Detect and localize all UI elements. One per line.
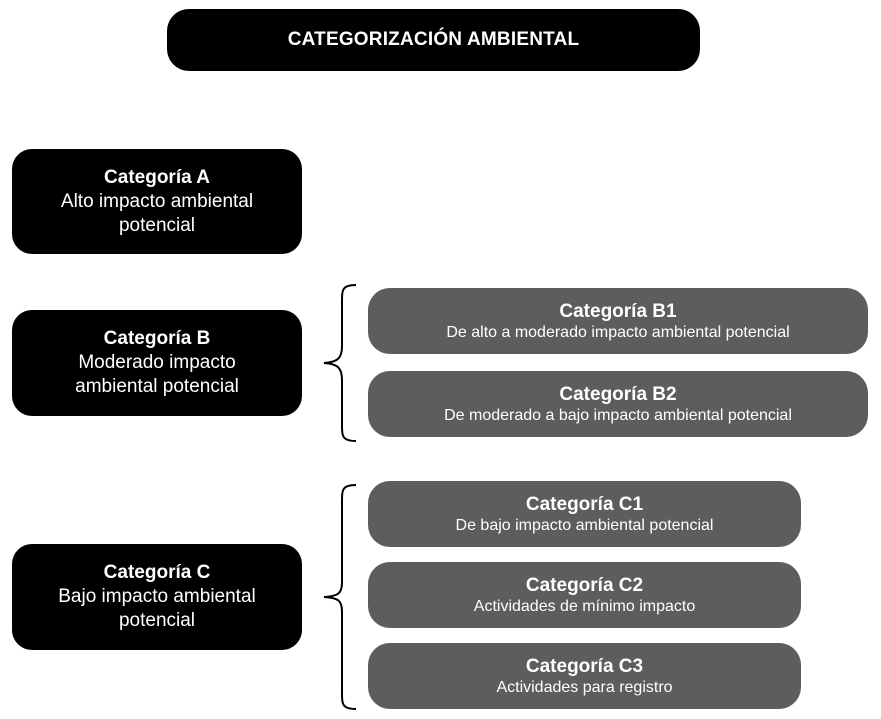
category-c1-name: Categoría C1: [525, 493, 644, 515]
category-b-desc-line2: ambiental potencial: [75, 376, 239, 397]
category-b1-box: [368, 288, 868, 354]
category-b-brace: [312, 282, 362, 444]
category-c3-name: Categoría C3: [525, 655, 644, 677]
category-c2-desc: Actividades de mínimo impacto: [473, 597, 696, 615]
category-b-desc-line1: Moderado impacto: [78, 352, 236, 373]
category-a-desc-line1: Alto impacto ambiental: [60, 190, 254, 212]
category-a-box: [12, 149, 302, 254]
category-c-desc-line1: Bajo impacto ambiental: [58, 586, 256, 607]
category-c3-desc: Actividades para registro: [496, 678, 673, 696]
category-b1-desc: De alto a moderado impacto ambiental potencial: [446, 323, 790, 341]
category-b-box: [12, 310, 302, 416]
category-b2-name: Categoría B2: [559, 383, 677, 405]
category-b1-name: Categoría B1: [559, 300, 677, 322]
category-c3-box: [368, 643, 801, 709]
diagram-title: CATEGORIZACIÓN AMBIENTAL: [287, 29, 580, 50]
diagram-title-box: [167, 9, 700, 71]
category-c2-name: Categoría C2: [525, 574, 644, 596]
category-c-desc-line2: potencial: [118, 610, 196, 631]
category-c-name: Categoría C: [103, 562, 211, 583]
category-c1-desc: De bajo impacto ambiental potencial: [455, 516, 714, 534]
category-c1-box: [368, 481, 801, 547]
category-b2-desc: De moderado a bajo impacto ambiental potencial: [444, 406, 792, 424]
category-c-brace: [312, 482, 362, 712]
category-a-desc-line2: potencial: [118, 214, 196, 236]
category-a-name: Categoría A: [104, 166, 210, 188]
category-c2-box: [368, 562, 801, 628]
category-c-box: [12, 544, 302, 650]
category-b2-box: [368, 371, 868, 437]
category-b-name: Categoría B: [103, 328, 211, 349]
